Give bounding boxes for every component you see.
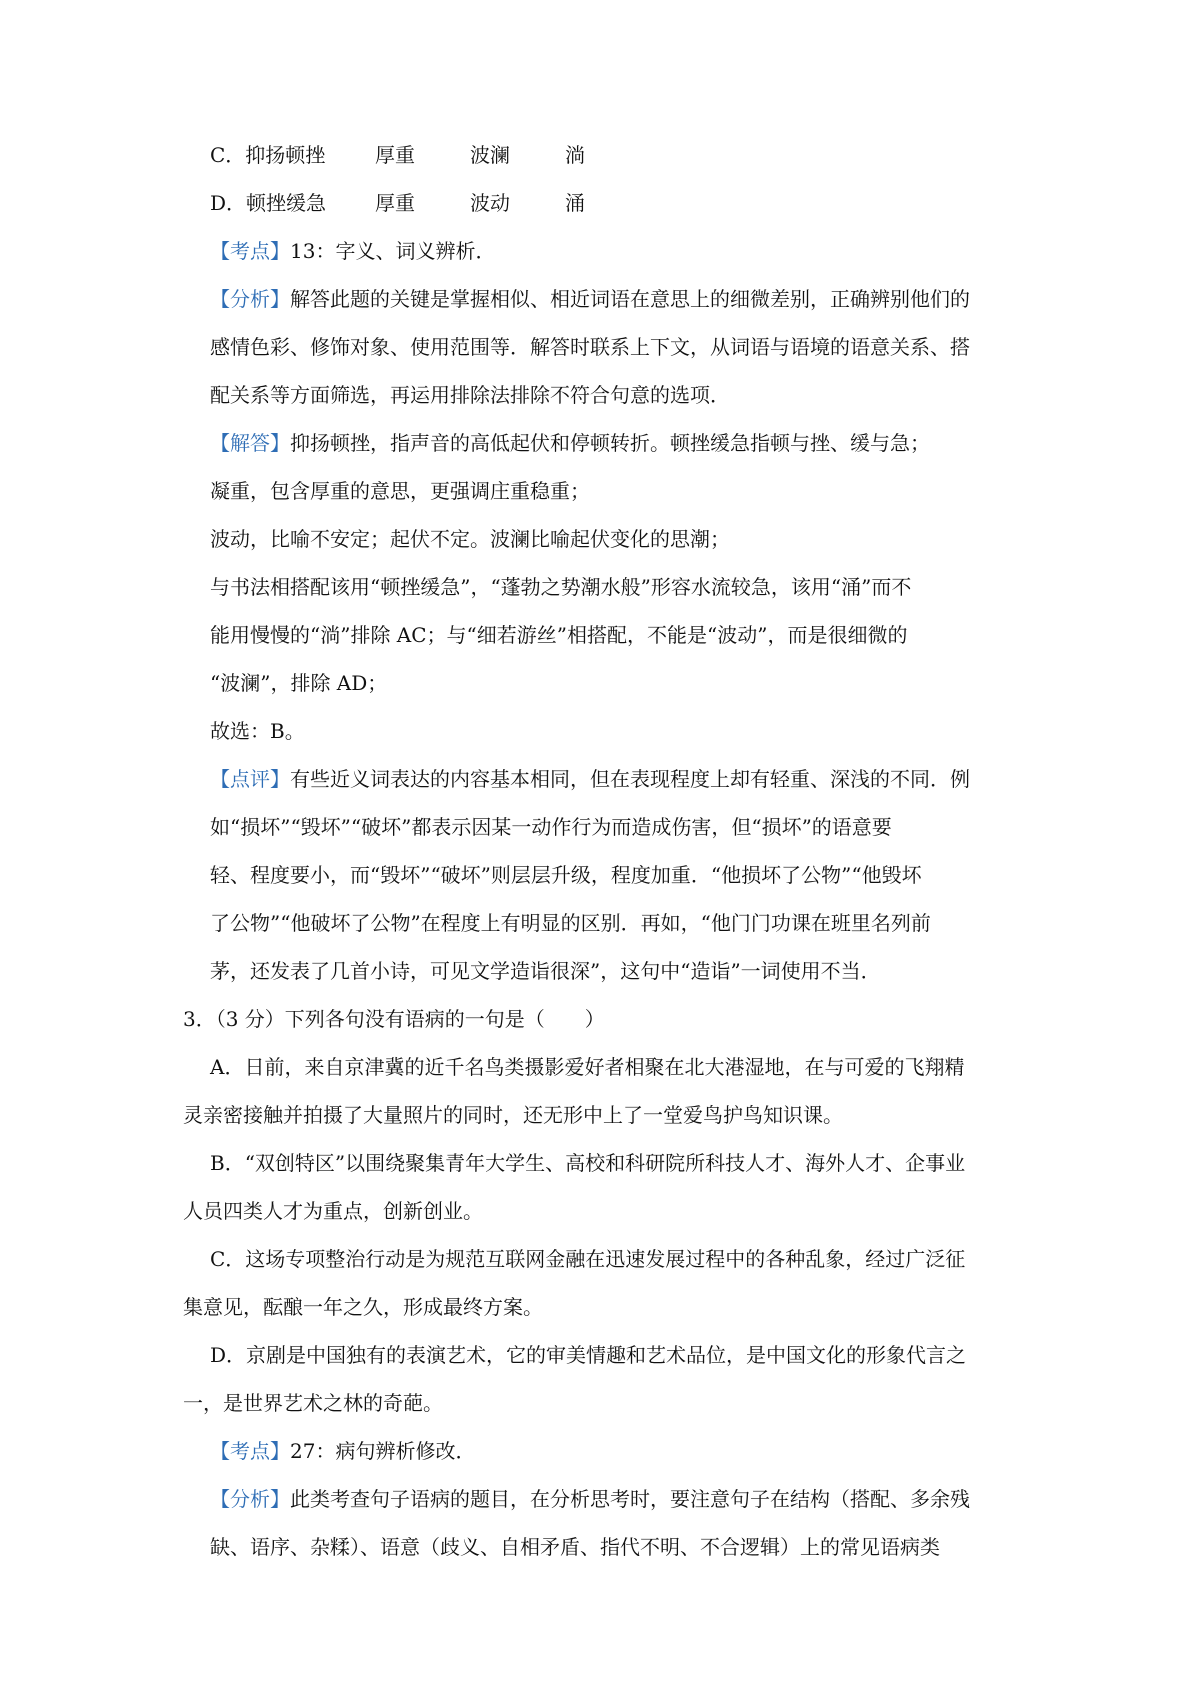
option-word: 波澜 [470,143,510,167]
q2-fenxi-line3: 配关系等方面筛选，再运用排除法排除不符合句意的选项． [210,383,730,407]
q2-dianping-line1 [210,764,970,794]
jieda-tag: 【解答】 [210,431,290,455]
q2-fenxi-line2: 感情色彩、修饰对象、使用范围等．解答时联系上下文，从词语与语境的语意关系、搭 [210,335,970,359]
q3-option-d-line2: 一，是世界艺术之林的奇葩。 [183,1391,443,1415]
q2-dianping-line5: 茅，还发表了几首小诗，可见文学造诣很深”，这句中“造诣”一词使用不当． [210,959,881,983]
q3-fenxi-line2: 缺、语序、杂糅）、语意（歧义、自相矛盾、指代不明、不合逻辑）上的常见语病类 [210,1535,940,1559]
fenxi-tag: 【分析】 [210,1487,290,1511]
q2-kaodian [210,236,495,266]
jieda-text: 抑扬顿挫，指声音的高低起伏和停顿转折。顿挫缓急指顿与挫、缓与急； [290,431,930,455]
q2-jieda-line4: 与书法相搭配该用“顿挫缓急”，“蓬勃之势潮水般”形容水流较急，该用“涌”而不 [210,575,912,599]
kaodian-tag: 【考点】 [210,239,290,263]
option-label: D．顿挫缓急 [210,191,327,215]
q2-jieda-line5: 能用慢慢的“淌”排除 AC；与“细若游丝”相搭配，不能是“波动”，而是很细微的 [210,623,908,647]
option-word: 厚重 [375,191,415,215]
q3-stem: 3．（3 分）下列各句没有语病的一句是（ ） [183,1007,605,1031]
q2-dianping-line3: 轻、程度要小，而“毁坏”“破坏”则层层升级，程度加重．“他损坏了公物”“他毁坏 [210,863,922,887]
dianping-text: 有些近义词表达的内容基本相同，但在表现程度上却有轻重、深浅的不同．例 [290,767,970,791]
q2-dianping-line2: 如“损坏”“毁坏”“破坏”都表示因某一动作行为而造成伤害，但“损坏”的语意要 [210,815,892,839]
q2-fenxi-line1 [210,284,970,314]
option-word: 波动 [470,191,510,215]
option-label: C．抑扬顿挫 [210,143,326,167]
fenxi-text: 此类考查句子语病的题目，在分析思考时，要注意句子在结构（搭配、多余残 [290,1487,970,1511]
q3-option-a-line1: A．日前，来自京津冀的近千名鸟类摄影爱好者相聚在北大港湿地，在与可爱的飞翔精 [210,1055,965,1079]
q2-option-d [210,188,610,218]
kaodian-tag: 【考点】 [210,1439,290,1463]
option-word: 厚重 [375,143,415,167]
fenxi-text: 解答此题的关键是掌握相似、相近词语在意思上的细微差别，正确辨别他们的 [290,287,970,311]
q2-jieda-line2: 凝重，包含厚重的意思，更强调庄重稳重； [210,479,590,503]
fenxi-tag: 【分析】 [210,287,290,311]
dianping-tag: 【点评】 [210,767,290,791]
option-word: 涌 [565,191,585,215]
q3-option-a-line2: 灵亲密接触并拍摄了大量照片的同时，还无形中上了一堂爱鸟护鸟知识课。 [183,1103,843,1127]
q3-option-c-line2: 集意见，酝酿一年之久，形成最终方案。 [183,1295,543,1319]
q3-option-c-line1: C．这场专项整治行动是为规范互联网金融在迅速发展过程中的各种乱象，经过广泛征 [210,1247,966,1271]
q2-jieda-line3: 波动，比喻不安定；起伏不定。波澜比喻起伏变化的思潮； [210,527,730,551]
q3-option-d-line1: D．京剧是中国独有的表演艺术，它的审美情趣和艺术品位，是中国文化的形象代言之 [210,1343,967,1367]
kaodian-text: 27：病句辨析修改． [290,1439,476,1463]
q3-option-b-line2: 人员四类人才为重点，创新创业。 [183,1199,483,1223]
q3-kaodian [210,1436,475,1466]
kaodian-text: 13：字义、词义辨析． [290,239,496,263]
option-word: 淌 [565,143,585,167]
q3-option-b-line1: B．“双创特区”以围绕聚集青年大学生、高校和科研院所科技人才、海外人才、企事业 [210,1151,966,1175]
q2-option-c [210,140,610,170]
q3-fenxi-line1 [210,1484,970,1514]
q2-dianping-line4: 了公物”“他破坏了公物”在程度上有明显的区别．再如，“他门门功课在班里名列前 [210,911,931,935]
q2-jieda-line7: 故选：B。 [210,719,305,743]
q2-jieda-line1 [210,428,930,458]
q2-jieda-line6: “波澜”，排除 AD； [210,671,388,695]
